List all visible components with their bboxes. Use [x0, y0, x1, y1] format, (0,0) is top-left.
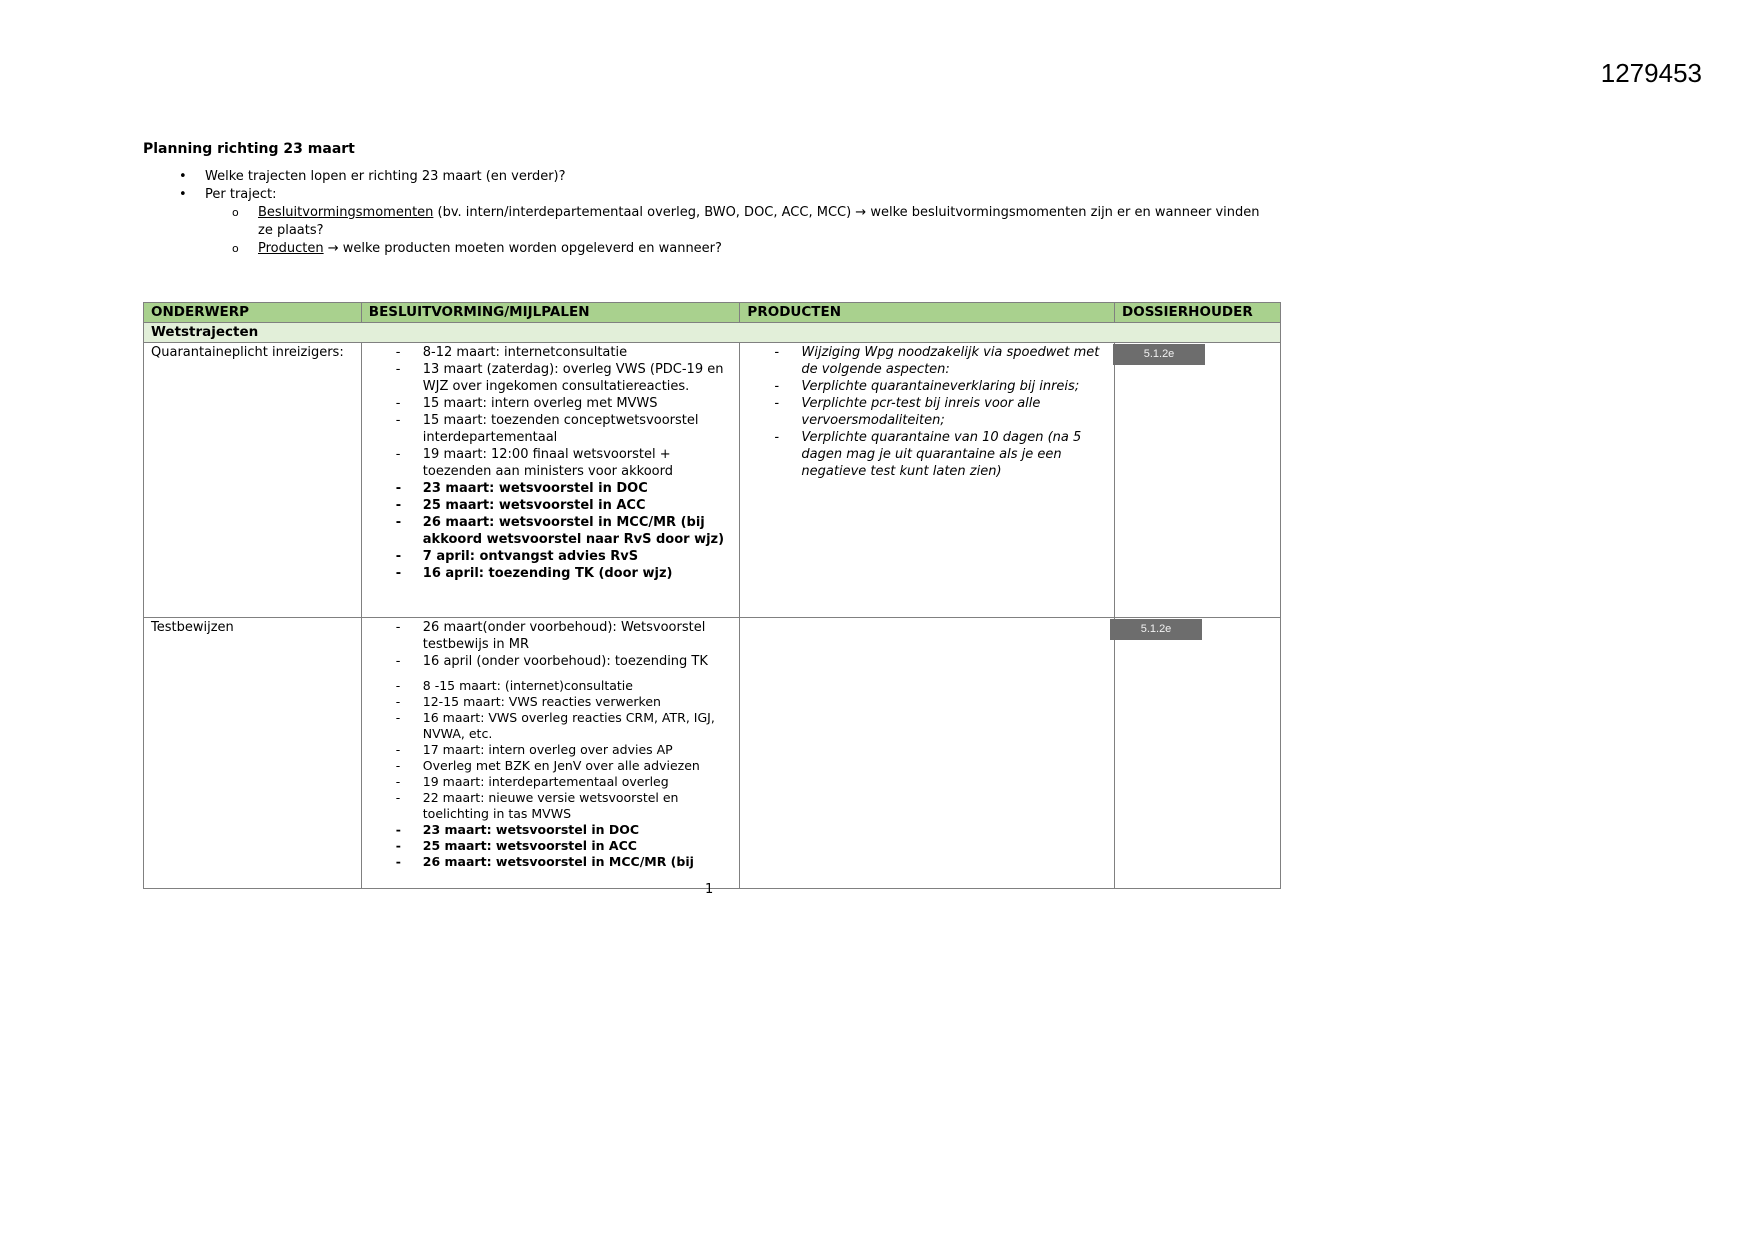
row-products: [740, 618, 1115, 889]
section-title: Wetstrajecten: [144, 323, 1281, 343]
row-holder: [1115, 618, 1281, 889]
row-milestones: [361, 618, 740, 889]
milestone-item: - 7 april: ontvangst advies RvS: [423, 548, 734, 565]
page-number: 1: [705, 882, 714, 897]
intro-list: [143, 168, 1273, 258]
section-row: [144, 323, 1281, 343]
milestone-item: - 16 maart: VWS overleg reacties CRM, ATR, IGJ, NVWA, etc.: [423, 710, 734, 742]
milestone-item: - 23 maart: wetsvoorstel in DOC: [423, 480, 734, 497]
milestone-item: - 15 maart: toezenden conceptwetsvoorstel interdepartementaal: [423, 412, 734, 446]
milestone-item: - 16 april (onder voorbehoud): toezending TK: [423, 653, 734, 670]
document-number: 1279453: [1600, 58, 1702, 88]
header-besluitvorming: BESLUITVORMING/MIJLPALEN: [361, 303, 740, 323]
intro-sub-item-1: [258, 204, 1273, 240]
intro-bullet-1: • Welke trajecten lopen er richting 23 maart (en verder)?: [205, 168, 1273, 186]
header-dossierhouder: DOSSIERHOUDER: [1115, 303, 1281, 323]
intro-bullet-2: [205, 186, 1273, 258]
milestone-item: - 19 maart: 12:00 finaal wetsvoorstel + toezenden aan ministers voor akkoord: [423, 446, 734, 480]
product-item: - Verplichte quarantaineverklaring bij inreis;: [801, 378, 1108, 395]
row-milestones: [361, 343, 740, 618]
intro-sub-item-2-text: → welke producten moeten worden opgeleverd en wanneer?: [323, 241, 722, 256]
milestone-item: - 26 maart(onder voorbehoud): Wetsvoorstel testbewijs in MR: [423, 619, 734, 653]
milestone-item: - 26 maart: wetsvoorstel in MCC/MR (bij: [423, 854, 734, 870]
milestone-item: - 23 maart: wetsvoorstel in DOC: [423, 822, 734, 838]
intro-sub-item-2: [258, 240, 1273, 258]
milestone-item: - 26 maart: wetsvoorstel in MCC/MR (bij akkoord wetsvoorstel naar RvS door wjz): [423, 514, 734, 548]
milestone-item: - 15 maart: intern overleg met MVWS: [423, 395, 734, 412]
table-row: [144, 343, 1281, 618]
milestone-item: - Overleg met BZK en JenV over alle adviezen: [423, 758, 734, 774]
milestone-item: - 16 april: toezending TK (door wjz): [423, 565, 734, 582]
table-header-row: [144, 303, 1281, 323]
besluitvormingsmomenten-link: Besluitvormingsmomenten: [258, 205, 434, 220]
milestone-item: - 25 maart: wetsvoorstel in ACC: [423, 497, 734, 514]
product-item: - Verplichte pcr-test bij inreis voor alle vervoersmodaliteiten;: [801, 395, 1108, 429]
intro-bullet-2-text: Per traject:: [205, 187, 277, 202]
row-products: [740, 343, 1115, 618]
row-holder: [1115, 343, 1281, 618]
milestone-item: - 17 maart: intern overleg over advies AP: [423, 742, 734, 758]
product-item: - Wijziging Wpg noodzakelijk via spoedwet met de volgende aspecten:: [801, 344, 1108, 378]
milestone-item: - 13 maart (zaterdag): overleg VWS (PDC-19 en WJZ over ingekomen consultatiereacties.: [423, 361, 734, 395]
producten-link: Producten: [258, 241, 324, 256]
redaction-block: 5.1.2e: [1113, 344, 1205, 365]
header-onderwerp: ONDERWERP: [144, 303, 362, 323]
header-producten: PRODUCTEN: [740, 303, 1115, 323]
milestone-item: - 25 maart: wetsvoorstel in ACC: [423, 838, 734, 854]
milestone-item: - 8 -15 maart: (internet)consultatie: [423, 678, 734, 694]
milestone-item: - 19 maart: interdepartementaal overleg: [423, 774, 734, 790]
row-subject: Testbewijzen: [144, 618, 362, 889]
table-row: [144, 618, 1281, 889]
planning-table: [143, 302, 1281, 889]
product-item: - Verplichte quarantaine van 10 dagen (na 5 dagen mag je uit quarantaine als je een negatieve test kunt laten zien): [801, 429, 1108, 480]
intro-sub-item-1-text: (bv. intern/interdepartementaal overleg, BWO, DOC, ACC, MCC) → welke besluitvormingsmomenten zijn er en wanneer vinden ze plaats?: [258, 205, 1260, 238]
row-subject: Quarantaineplicht inreizigers:: [144, 343, 362, 618]
redaction-block: 5.1.2e: [1110, 619, 1202, 640]
milestone-item: - 22 maart: nieuwe versie wetsvoorstel en toelichting in tas MVWS: [423, 790, 734, 822]
page-title: Planning richting 23 maart: [143, 141, 355, 157]
milestone-item: - 8-12 maart: internetconsultatie: [423, 344, 734, 361]
milestone-item: - 12-15 maart: VWS reacties verwerken: [423, 694, 734, 710]
